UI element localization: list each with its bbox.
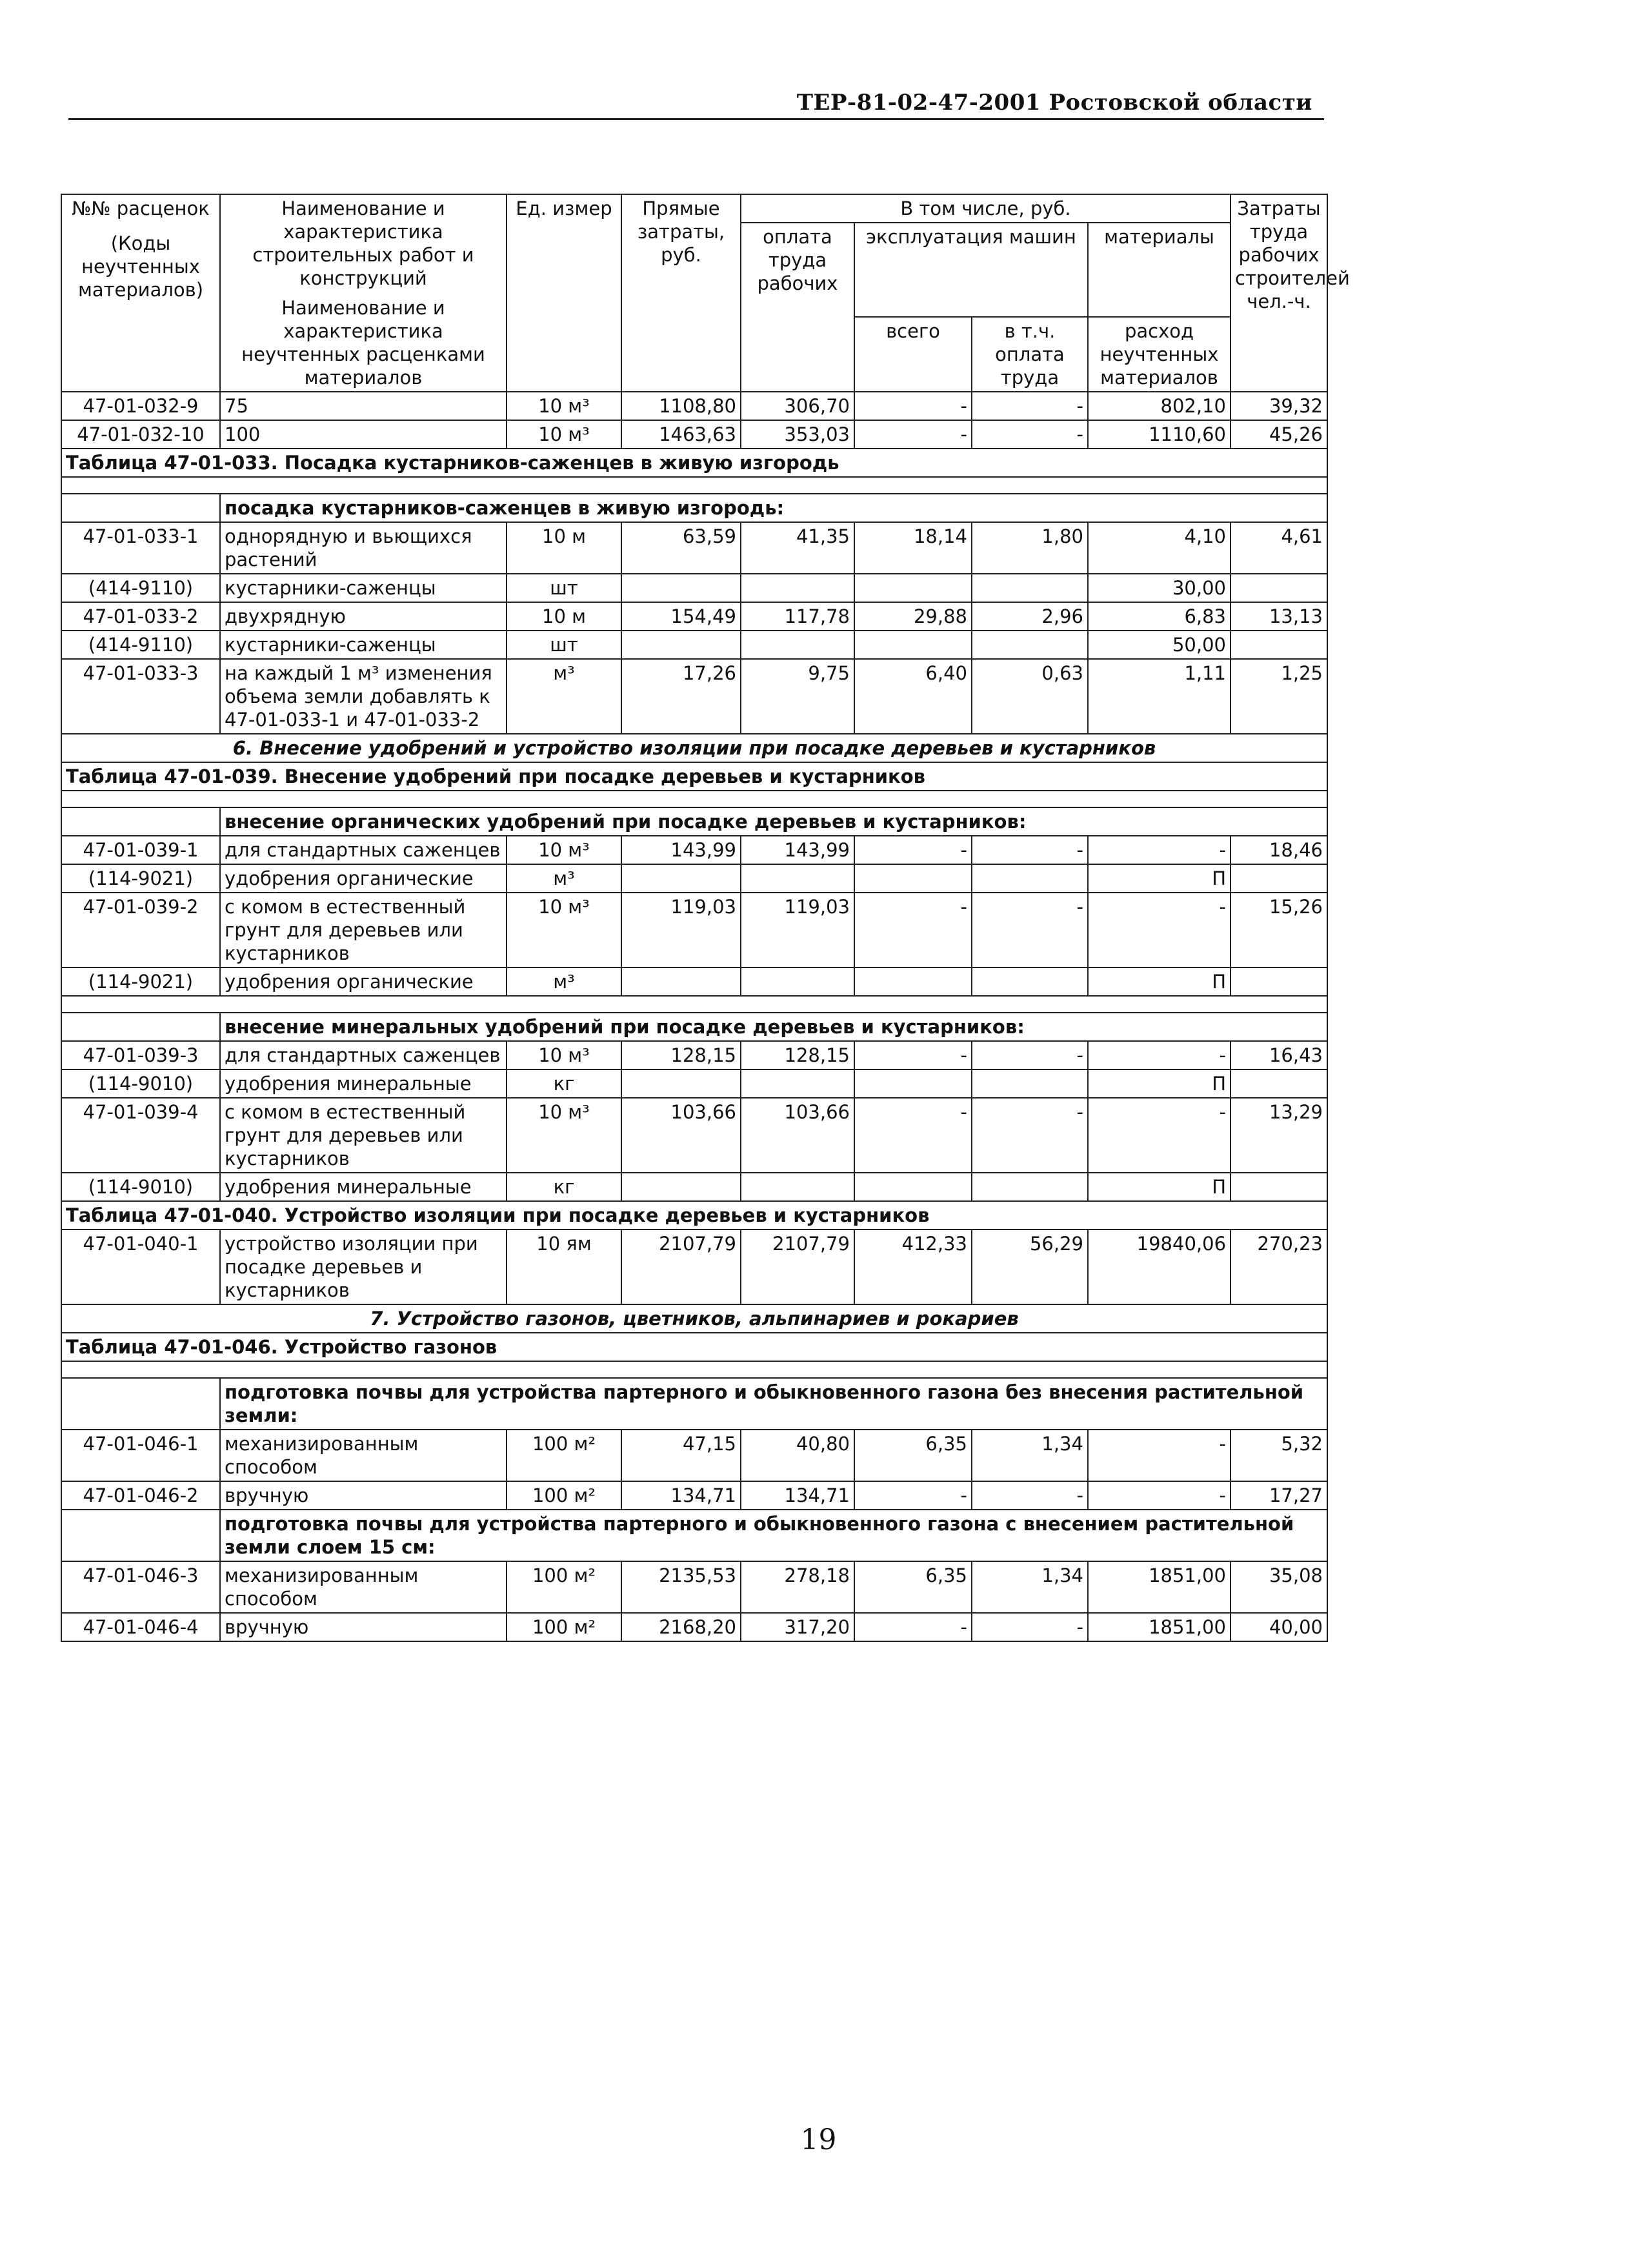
- table-cell: 278,18: [741, 1561, 854, 1613]
- table-cell: [1230, 1069, 1327, 1098]
- table-cell: -: [972, 1041, 1088, 1069]
- table-cell: 0,63: [972, 659, 1088, 734]
- section-7-heading: 7. Устройство газонов, цветников, альпинариев и рокариев: [61, 1304, 1327, 1333]
- table-row: [61, 522, 1327, 574]
- table-cell: 143,99: [621, 836, 741, 864]
- table-cell: 19840,06: [1088, 1230, 1230, 1304]
- table-cell: устройство изоляции при посадке деревьев и кустарников: [220, 1230, 507, 1304]
- table-cell: [972, 864, 1088, 893]
- table-cell: 10 м³: [507, 420, 621, 449]
- table-cell: (414-9110): [61, 631, 220, 659]
- table-row: [61, 659, 1327, 734]
- table-cell: 1,25: [1230, 659, 1327, 734]
- col-direct-header: Прямые затраты, руб.: [621, 194, 741, 392]
- table-cell: 17,26: [621, 659, 741, 734]
- table-row: [61, 1613, 1327, 1641]
- col-machines-total-header: всего: [854, 317, 972, 392]
- table-cell: механизированным способом: [220, 1561, 507, 1613]
- table-cell: 15,26: [1230, 893, 1327, 967]
- table-046-subtitle-1: подготовка почвы для устройства партерного и обыкновенного газона без внесения растительной земли:: [220, 1378, 1327, 1430]
- table-cell: -: [1088, 836, 1230, 864]
- table-cell: П: [1088, 1069, 1230, 1098]
- material-row: [61, 967, 1327, 996]
- table-title-row: [61, 1201, 1327, 1230]
- table-cell: 47-01-039-4: [61, 1098, 220, 1173]
- table-cell: 1463,63: [621, 420, 741, 449]
- table-cell: [854, 967, 972, 996]
- table-cell: 41,35: [741, 522, 854, 574]
- col-materials-sub-header: расход неучтенных материалов: [1088, 317, 1230, 392]
- section-heading-row: [61, 734, 1327, 762]
- page-header: [68, 87, 1324, 120]
- table-cell: 1,34: [972, 1430, 1088, 1481]
- table-cell: [61, 477, 1327, 494]
- material-row: [61, 574, 1327, 602]
- col-machines-labor-header: в т.ч. оплата труда: [972, 317, 1088, 392]
- table-cell: однорядную и вьющихся растений: [220, 522, 507, 574]
- table-cell: 13,13: [1230, 602, 1327, 631]
- table-cell: 5,32: [1230, 1430, 1327, 1481]
- table-cell: 40,00: [1230, 1613, 1327, 1641]
- table-cell: 10 м³: [507, 893, 621, 967]
- table-cell: 2168,20: [621, 1613, 741, 1641]
- table-cell: кг: [507, 1069, 621, 1098]
- table-cell: [621, 574, 741, 602]
- table-cell: -: [854, 1041, 972, 1069]
- table-cell: 47-01-046-2: [61, 1481, 220, 1510]
- table-cell: для стандартных саженцев: [220, 836, 507, 864]
- table-cell: -: [972, 392, 1088, 420]
- col-workers-header: Затраты труда рабочих строителей чел.-ч.: [1230, 194, 1327, 392]
- table-cell: механизированным способом: [220, 1430, 507, 1481]
- table-cell: 117,78: [741, 602, 854, 631]
- table-cell: [854, 1173, 972, 1201]
- table-title-row: [61, 449, 1327, 477]
- table-cell: -: [1088, 1098, 1230, 1173]
- table-cell: 18,46: [1230, 836, 1327, 864]
- col-labor-header: оплата труда рабочих: [741, 223, 854, 392]
- table-cell: [621, 1069, 741, 1098]
- table-cell: шт: [507, 574, 621, 602]
- table-033-title: Таблица 47-01-033. Посадка кустарников-саженцев в живую изгородь: [61, 449, 1327, 477]
- table-cell: -: [1088, 1481, 1230, 1510]
- table-cell: 1,80: [972, 522, 1088, 574]
- table-cell: 40,80: [741, 1430, 854, 1481]
- subtitle-row: [61, 807, 1327, 836]
- table-cell: 100 м²: [507, 1430, 621, 1481]
- table-cell: [741, 631, 854, 659]
- table-cell: [972, 1173, 1088, 1201]
- table-cell: 143,99: [741, 836, 854, 864]
- table-cell: 2107,79: [621, 1230, 741, 1304]
- table-cell: 154,49: [621, 602, 741, 631]
- table-cell: 10 м: [507, 602, 621, 631]
- table-row: [61, 392, 1327, 420]
- section-heading-row: [61, 1304, 1327, 1333]
- table-cell: [741, 1069, 854, 1098]
- table-046-title: Таблица 47-01-046. Устройство газонов: [61, 1333, 1327, 1361]
- table-row: [61, 602, 1327, 631]
- table-cell: [61, 996, 1327, 1013]
- table-cell: 306,70: [741, 392, 854, 420]
- table-cell: 47-01-033-3: [61, 659, 220, 734]
- table-cell: 128,15: [621, 1041, 741, 1069]
- table-cell: 47,15: [621, 1430, 741, 1481]
- table-cell: [972, 967, 1088, 996]
- table-cell: 6,35: [854, 1561, 972, 1613]
- table-cell: 47-01-032-10: [61, 420, 220, 449]
- table-cell: 17,27: [1230, 1481, 1327, 1510]
- table-cell: 1851,00: [1088, 1561, 1230, 1613]
- col-materials-header: материалы: [1088, 223, 1230, 317]
- table-cell: 1110,60: [1088, 420, 1230, 449]
- table-cell: 47-01-040-1: [61, 1230, 220, 1304]
- table-cell: 270,23: [1230, 1230, 1327, 1304]
- table-cell: [741, 574, 854, 602]
- table-cell: (114-9010): [61, 1173, 220, 1201]
- table-cell: -: [972, 836, 1088, 864]
- table-cell: 6,35: [854, 1430, 972, 1481]
- table-cell: -: [1088, 1430, 1230, 1481]
- table-cell: 134,71: [621, 1481, 741, 1510]
- table-cell: 50,00: [1088, 631, 1230, 659]
- table-cell: с комом в естественный грунт для деревьев или кустарников: [220, 893, 507, 967]
- table-cell: [621, 631, 741, 659]
- header-title: ТЕР-81-02-47-2001 Ростовской области: [796, 90, 1312, 116]
- table-row: [61, 1041, 1327, 1069]
- table-row: [61, 1430, 1327, 1481]
- table-cell: удобрения минеральные: [220, 1173, 507, 1201]
- table-row: [61, 1230, 1327, 1304]
- table-cell: [741, 864, 854, 893]
- table-cell: 100 м²: [507, 1481, 621, 1510]
- table-cell: [61, 807, 220, 836]
- table-cell: П: [1088, 967, 1230, 996]
- table-cell: 13,29: [1230, 1098, 1327, 1173]
- table-039-title: Таблица 47-01-039. Внесение удобрений при посадке деревьев и кустарников: [61, 762, 1327, 791]
- section-6-heading: 6. Внесение удобрений и устройство изоляции при посадке деревьев и кустарников: [61, 734, 1327, 762]
- table-cell: [741, 1173, 854, 1201]
- table-cell: 2107,79: [741, 1230, 854, 1304]
- table-cell: 63,59: [621, 522, 741, 574]
- table-cell: [1230, 1173, 1327, 1201]
- material-row: [61, 631, 1327, 659]
- table-cell: 10 м: [507, 522, 621, 574]
- table-cell: 10 ям: [507, 1230, 621, 1304]
- table-cell: 47-01-046-1: [61, 1430, 220, 1481]
- table-cell: шт: [507, 631, 621, 659]
- table-cell: 4,61: [1230, 522, 1327, 574]
- table-cell: [1230, 631, 1327, 659]
- table-cell: 119,03: [621, 893, 741, 967]
- material-row: [61, 1173, 1327, 1201]
- table-cell: -: [854, 392, 972, 420]
- table-cell: [621, 864, 741, 893]
- table-cell: [972, 631, 1088, 659]
- table-cell: 119,03: [741, 893, 854, 967]
- table-cell: 1,34: [972, 1561, 1088, 1613]
- table-cell: 47-01-039-1: [61, 836, 220, 864]
- table-cell: кустарники-саженцы: [220, 631, 507, 659]
- subtitle-row: [61, 1510, 1327, 1561]
- table-cell: 35,08: [1230, 1561, 1327, 1613]
- table-header-row: [61, 194, 1327, 223]
- table-cell: 6,40: [854, 659, 972, 734]
- table-title-row: [61, 762, 1327, 791]
- table-cell: 45,26: [1230, 420, 1327, 449]
- table-cell: [1230, 864, 1327, 893]
- table-cell: 47-01-033-1: [61, 522, 220, 574]
- table-cell: [854, 1069, 972, 1098]
- table-cell: 1,11: [1088, 659, 1230, 734]
- table-cell: [61, 1510, 220, 1561]
- table-cell: двухрядную: [220, 602, 507, 631]
- table-cell: 47-01-032-9: [61, 392, 220, 420]
- table-row: [61, 836, 1327, 864]
- col-unit-header: Ед. измер: [507, 194, 621, 392]
- price-table: [61, 194, 1350, 1642]
- table-cell: на каждый 1 м³ изменения объема земли добавлять к 47-01-033-1 и 47-01-033-2: [220, 659, 507, 734]
- material-row: [61, 864, 1327, 893]
- table-cell: 100 м²: [507, 1613, 621, 1641]
- table-cell: -: [972, 893, 1088, 967]
- table-cell: 75: [220, 392, 507, 420]
- table-cell: (414-9110): [61, 574, 220, 602]
- table-cell: 56,29: [972, 1230, 1088, 1304]
- table-cell: 39,32: [1230, 392, 1327, 420]
- subtitle-row: [61, 1013, 1327, 1041]
- table-cell: -: [972, 1613, 1088, 1641]
- table-cell: с комом в естественный грунт для деревьев или кустарников: [220, 1098, 507, 1173]
- table-cell: [61, 791, 1327, 807]
- table-cell: 16,43: [1230, 1041, 1327, 1069]
- table-cell: -: [972, 420, 1088, 449]
- table-cell: удобрения органические: [220, 967, 507, 996]
- table-cell: [854, 574, 972, 602]
- table-cell: [61, 1361, 1327, 1378]
- material-row: [61, 1069, 1327, 1098]
- table-cell: 47-01-039-2: [61, 893, 220, 967]
- table-cell: удобрения органические: [220, 864, 507, 893]
- table-title-row: [61, 1333, 1327, 1361]
- table-cell: [621, 1173, 741, 1201]
- page-number: 19: [800, 2123, 837, 2156]
- table-cell: -: [972, 1098, 1088, 1173]
- table-cell: [972, 574, 1088, 602]
- table-cell: [854, 864, 972, 893]
- table-cell: П: [1088, 864, 1230, 893]
- table-cell: (114-9021): [61, 967, 220, 996]
- table-cell: 2,96: [972, 602, 1088, 631]
- table-cell: 47-01-033-2: [61, 602, 220, 631]
- table-cell: [61, 1378, 220, 1430]
- table-row: [61, 420, 1327, 449]
- table-cell: [972, 1069, 1088, 1098]
- table-row: [61, 1098, 1327, 1173]
- table-cell: 4,10: [1088, 522, 1230, 574]
- table-row: [61, 1561, 1327, 1613]
- table-cell: 134,71: [741, 1481, 854, 1510]
- table-cell: 353,03: [741, 420, 854, 449]
- table-040-title: Таблица 47-01-040. Устройство изоляции при посадке деревьев и кустарников: [61, 1201, 1327, 1230]
- table-cell: 100: [220, 420, 507, 449]
- table-cell: -: [854, 1613, 972, 1641]
- subtitle-row: [61, 1378, 1327, 1430]
- table-cell: 802,10: [1088, 392, 1230, 420]
- table-cell: 103,66: [621, 1098, 741, 1173]
- table-cell: 47-01-046-4: [61, 1613, 220, 1641]
- table-cell: кустарники-саженцы: [220, 574, 507, 602]
- table-cell: [741, 967, 854, 996]
- table-cell: П: [1088, 1173, 1230, 1201]
- table-046-subtitle-2: подготовка почвы для устройства партерного и обыкновенного газона с внесением растительной земли слоем 15 см:: [220, 1510, 1327, 1561]
- table-cell: 30,00: [1088, 574, 1230, 602]
- table-cell: 1108,80: [621, 392, 741, 420]
- table-cell: 103,66: [741, 1098, 854, 1173]
- table-039-subtitle-2: внесение минеральных удобрений при посадке деревьев и кустарников:: [220, 1013, 1327, 1041]
- table-cell: 10 м³: [507, 1041, 621, 1069]
- table-cell: -: [854, 893, 972, 967]
- table-cell: 6,83: [1088, 602, 1230, 631]
- table-cell: [854, 631, 972, 659]
- table-cell: -: [972, 1481, 1088, 1510]
- table-cell: вручную: [220, 1613, 507, 1641]
- table-cell: -: [854, 1098, 972, 1173]
- table-cell: удобрения минеральные: [220, 1069, 507, 1098]
- price-table-container: [61, 194, 1350, 1642]
- table-cell: 10 м³: [507, 392, 621, 420]
- table-row: [61, 893, 1327, 967]
- table-cell: 10 м³: [507, 836, 621, 864]
- table-cell: [61, 1013, 220, 1041]
- table-cell: 47-01-046-3: [61, 1561, 220, 1613]
- table-033-subtitle: посадка кустарников-саженцев в живую изгородь:: [220, 494, 1327, 522]
- table-cell: для стандартных саженцев: [220, 1041, 507, 1069]
- table-cell: 9,75: [741, 659, 854, 734]
- table-cell: [1230, 574, 1327, 602]
- table-cell: (114-9021): [61, 864, 220, 893]
- table-cell: 317,20: [741, 1613, 854, 1641]
- table-cell: 18,14: [854, 522, 972, 574]
- table-039-subtitle-1: внесение органических удобрений при посадке деревьев и кустарников:: [220, 807, 1327, 836]
- table-cell: 29,88: [854, 602, 972, 631]
- col-machines-header: эксплуатация машин: [854, 223, 1088, 317]
- table-cell: (114-9010): [61, 1069, 220, 1098]
- table-cell: 10 м³: [507, 1098, 621, 1173]
- col-code-header: №№ расценок (Коды неучтенных материалов): [61, 194, 220, 392]
- table-cell: 412,33: [854, 1230, 972, 1304]
- table-cell: 2135,53: [621, 1561, 741, 1613]
- subtitle-row: [61, 494, 1327, 522]
- table-cell: 47-01-039-3: [61, 1041, 220, 1069]
- table-cell: кг: [507, 1173, 621, 1201]
- col-incl-header: В том числе, руб.: [741, 194, 1230, 223]
- table-cell: [621, 967, 741, 996]
- table-cell: -: [1088, 1041, 1230, 1069]
- table-cell: -: [854, 836, 972, 864]
- table-cell: 128,15: [741, 1041, 854, 1069]
- table-cell: вручную: [220, 1481, 507, 1510]
- table-cell: -: [854, 1481, 972, 1510]
- table-cell: -: [1088, 893, 1230, 967]
- table-cell: [1230, 967, 1327, 996]
- table-cell: [61, 494, 220, 522]
- table-cell: -: [854, 420, 972, 449]
- col-name-header: Наименование и характеристика строительных работ и конструкций Наименование и характеристика неучтенных расценками материалов: [220, 194, 507, 392]
- table-row: [61, 1481, 1327, 1510]
- table-cell: м³: [507, 659, 621, 734]
- table-cell: м³: [507, 967, 621, 996]
- table-cell: м³: [507, 864, 621, 893]
- table-cell: 100 м²: [507, 1561, 621, 1613]
- table-cell: 1851,00: [1088, 1613, 1230, 1641]
